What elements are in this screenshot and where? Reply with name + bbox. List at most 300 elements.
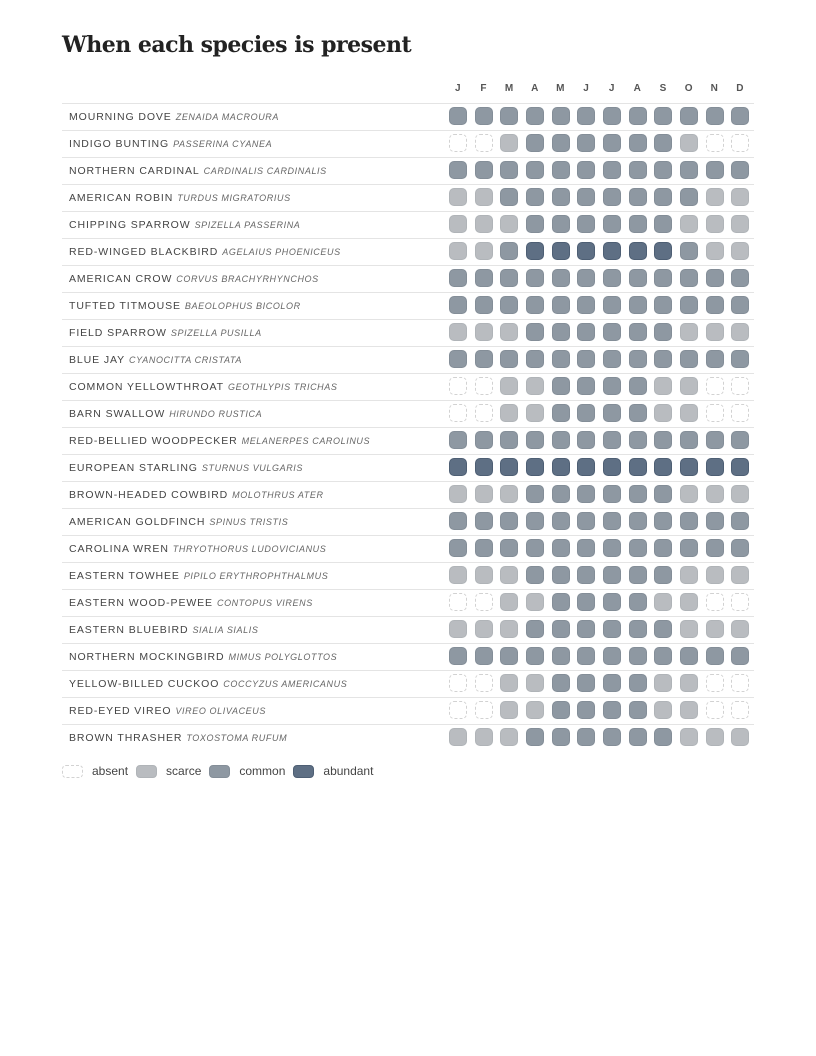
- presence-cell: [603, 539, 621, 557]
- presence-cell: [552, 647, 570, 665]
- presence-cell: [526, 377, 544, 395]
- species-label: [69, 725, 287, 751]
- presence-cell: [629, 458, 647, 476]
- presence-cell: [475, 404, 493, 422]
- presence-cell: [706, 377, 724, 395]
- presence-cell: [654, 431, 672, 449]
- presence-cell: [475, 728, 493, 746]
- presence-cell: [654, 647, 672, 665]
- presence-cell: [706, 296, 724, 314]
- presence-cell: [500, 512, 518, 530]
- species-label: [69, 671, 347, 697]
- species-scientific-name: CORVUS BRACHYRHYNCHOS: [176, 274, 319, 284]
- species-common-name: COMMON YELLOWTHROAT: [69, 381, 224, 393]
- presence-cell: [526, 350, 544, 368]
- presence-cell: [680, 701, 698, 719]
- presence-cell: [552, 485, 570, 503]
- presence-cell: [449, 458, 467, 476]
- species-scientific-name: STURNUS VULGARIS: [201, 463, 304, 473]
- species-common-name: BROWN-HEADED COWBIRD: [69, 489, 229, 501]
- presence-cell: [731, 107, 749, 125]
- presence-cell: [680, 107, 698, 125]
- presence-cell: [654, 485, 672, 503]
- species-common-name: RED-EYED VIREO: [69, 705, 172, 717]
- presence-cell: [680, 512, 698, 530]
- presence-cell: [603, 269, 621, 287]
- presence-cell: [552, 539, 570, 557]
- species-scientific-name: CARDINALIS CARDINALIS: [203, 166, 327, 176]
- presence-cell: [449, 674, 467, 692]
- presence-cell: [526, 593, 544, 611]
- presence-cell: [475, 620, 493, 638]
- presence-cell: [475, 377, 493, 395]
- month-label: D: [736, 83, 744, 94]
- presence-cell: [731, 296, 749, 314]
- species-common-name: AMERICAN GOLDFINCH: [69, 516, 206, 528]
- species-common-name: BLUE JAY: [69, 354, 126, 366]
- presence-cell: [577, 458, 595, 476]
- presence-cell: [629, 161, 647, 179]
- presence-cell: [526, 539, 544, 557]
- presence-cell: [526, 431, 544, 449]
- presence-cell: [654, 404, 672, 422]
- species-scientific-name: MOLOTHRUS ATER: [232, 490, 324, 500]
- presence-cell: [706, 458, 724, 476]
- presence-cell: [680, 242, 698, 260]
- presence-cell: [603, 134, 621, 152]
- presence-cell: [680, 431, 698, 449]
- presence-cell: [680, 539, 698, 557]
- species-row: [62, 562, 754, 589]
- presence-cell: [654, 134, 672, 152]
- presence-cell: [500, 161, 518, 179]
- presence-cell: [500, 431, 518, 449]
- presence-cell: [603, 458, 621, 476]
- presence-cell: [603, 323, 621, 341]
- presence-cell: [706, 620, 724, 638]
- presence-cell: [552, 350, 570, 368]
- presence-cell: [654, 296, 672, 314]
- presence-cell: [706, 242, 724, 260]
- presence-cell: [577, 728, 595, 746]
- presence-cell: [654, 539, 672, 557]
- presence-cell: [706, 674, 724, 692]
- presence-cell: [706, 107, 724, 125]
- presence-cell: [475, 242, 493, 260]
- presence-cell: [526, 701, 544, 719]
- species-common-name: EASTERN WOOD-PEWEE: [69, 597, 213, 609]
- species-row: [62, 211, 754, 238]
- presence-cell: [475, 593, 493, 611]
- presence-cell: [552, 242, 570, 260]
- species-scientific-name: TURDUS MIGRATORIUS: [177, 193, 291, 203]
- presence-cell: [629, 350, 647, 368]
- presence-cell: [500, 188, 518, 206]
- species-label: [69, 347, 242, 373]
- presence-cell: [731, 458, 749, 476]
- presence-cell: [654, 701, 672, 719]
- presence-cell: [500, 593, 518, 611]
- species-row: [62, 670, 754, 697]
- presence-cell: [526, 512, 544, 530]
- presence-cell: [577, 296, 595, 314]
- species-grid: [62, 103, 754, 751]
- presence-cell: [731, 404, 749, 422]
- presence-cell: [680, 647, 698, 665]
- species-scientific-name: MIMUS POLYGLOTTOS: [228, 652, 338, 662]
- presence-cell: [654, 215, 672, 233]
- presence-cell: [731, 161, 749, 179]
- presence-cell: [629, 134, 647, 152]
- presence-cell: [475, 674, 493, 692]
- presence-cell: [654, 269, 672, 287]
- presence-cell: [680, 296, 698, 314]
- month-label: F: [480, 83, 487, 94]
- species-row: [62, 427, 754, 454]
- presence-cell: [475, 485, 493, 503]
- species-row: [62, 319, 754, 346]
- month-label: J: [583, 83, 590, 94]
- species-scientific-name: ZENAIDA MACROURA: [175, 112, 279, 122]
- presence-cell: [706, 701, 724, 719]
- presence-cell: [577, 701, 595, 719]
- presence-cell: [603, 593, 621, 611]
- month-label: J: [608, 83, 615, 94]
- presence-cell: [475, 215, 493, 233]
- presence-cell: [680, 350, 698, 368]
- legend-swatch: [136, 765, 157, 778]
- species-common-name: NORTHERN MOCKINGBIRD: [69, 651, 225, 663]
- presence-cell: [680, 458, 698, 476]
- presence-cell: [603, 242, 621, 260]
- presence-cell: [629, 647, 647, 665]
- presence-cell: [629, 566, 647, 584]
- presence-cell: [654, 350, 672, 368]
- presence-cell: [475, 269, 493, 287]
- presence-cell: [654, 377, 672, 395]
- species-common-name: EUROPEAN STARLING: [69, 462, 198, 474]
- presence-cell: [500, 674, 518, 692]
- presence-cell: [500, 485, 518, 503]
- presence-cell: [449, 215, 467, 233]
- species-row: [62, 184, 754, 211]
- presence-cell: [500, 377, 518, 395]
- presence-cell: [680, 674, 698, 692]
- presence-cell: [731, 593, 749, 611]
- presence-cell: [552, 701, 570, 719]
- legend-item: [62, 764, 128, 778]
- presence-cell: [654, 161, 672, 179]
- presence-cell: [629, 242, 647, 260]
- presence-cell: [731, 188, 749, 206]
- species-scientific-name: PASSERINA CYANEA: [173, 139, 273, 149]
- presence-cell: [500, 350, 518, 368]
- presence-cell: [706, 323, 724, 341]
- presence-cell: [706, 188, 724, 206]
- presence-cell: [629, 512, 647, 530]
- species-scientific-name: PIPILO ERYTHROPHTHALMUS: [183, 571, 329, 581]
- presence-cell: [526, 269, 544, 287]
- presence-cell: [603, 620, 621, 638]
- presence-cell: [449, 701, 467, 719]
- species-scientific-name: HIRUNDO RUSTICA: [169, 409, 263, 419]
- month-label: O: [684, 83, 693, 94]
- species-row: [62, 265, 754, 292]
- presence-cell: [731, 215, 749, 233]
- species-label: [69, 698, 266, 724]
- presence-cell: [475, 566, 493, 584]
- presence-cell: [680, 161, 698, 179]
- presence-cell: [629, 431, 647, 449]
- species-common-name: YELLOW-BILLED CUCKOO: [69, 678, 220, 690]
- presence-cell: [526, 566, 544, 584]
- presence-cell: [731, 323, 749, 341]
- species-scientific-name: CYANOCITTA CRISTATA: [129, 355, 242, 365]
- presence-cell: [449, 161, 467, 179]
- presence-cell: [449, 593, 467, 611]
- presence-cell: [449, 512, 467, 530]
- presence-cell: [629, 674, 647, 692]
- legend-item: [293, 764, 373, 778]
- presence-cell: [552, 377, 570, 395]
- species-scientific-name: GEOTHLYPIS TRICHAS: [227, 382, 338, 392]
- presence-cell: [706, 161, 724, 179]
- species-scientific-name: AGELAIUS PHOENICEUS: [222, 247, 341, 257]
- species-scientific-name: SIALIA SIALIS: [192, 625, 259, 635]
- presence-cell: [603, 566, 621, 584]
- presence-cell: [731, 647, 749, 665]
- species-common-name: NORTHERN CARDINAL: [69, 165, 200, 177]
- month-label: N: [710, 83, 719, 94]
- presence-cell: [629, 323, 647, 341]
- presence-cell: [603, 728, 621, 746]
- presence-cell: [654, 728, 672, 746]
- species-row: [62, 724, 754, 751]
- presence-cell: [552, 728, 570, 746]
- presence-cell: [500, 728, 518, 746]
- legend-swatch: [209, 765, 230, 778]
- presence-cell: [629, 269, 647, 287]
- presence-cell: [577, 134, 595, 152]
- species-row: [62, 292, 754, 319]
- presence-cell: [577, 674, 595, 692]
- presence-cell: [680, 485, 698, 503]
- presence-cell: [706, 728, 724, 746]
- presence-cell: [500, 566, 518, 584]
- legend-label: absent: [92, 764, 129, 778]
- presence-cell: [603, 188, 621, 206]
- presence-cell: [475, 296, 493, 314]
- month-label: A: [531, 83, 539, 94]
- presence-cell: [500, 242, 518, 260]
- species-label: [69, 536, 326, 562]
- species-label: [69, 293, 301, 319]
- presence-cell: [500, 539, 518, 557]
- species-scientific-name: THRYOTHORUS LUDOVICIANUS: [172, 544, 327, 554]
- species-common-name: EASTERN TOWHEE: [69, 570, 180, 582]
- presence-cell: [731, 701, 749, 719]
- presence-cell: [706, 215, 724, 233]
- presence-cell: [577, 215, 595, 233]
- presence-cell: [526, 215, 544, 233]
- presence-cell: [526, 296, 544, 314]
- species-row: [62, 103, 754, 130]
- presence-cell: [449, 728, 467, 746]
- presence-cell: [731, 485, 749, 503]
- presence-cell: [629, 377, 647, 395]
- presence-cell: [552, 188, 570, 206]
- presence-cell: [629, 188, 647, 206]
- species-label: [69, 455, 303, 481]
- presence-cell: [449, 269, 467, 287]
- presence-cell: [449, 350, 467, 368]
- presence-cell: [577, 188, 595, 206]
- presence-cell: [706, 350, 724, 368]
- presence-cell: [680, 566, 698, 584]
- species-common-name: MOURNING DOVE: [69, 111, 172, 123]
- presence-cell: [680, 593, 698, 611]
- month-label: J: [454, 83, 462, 94]
- species-common-name: CHIPPING SPARROW: [69, 219, 191, 231]
- species-label: [69, 563, 328, 589]
- presence-cell: [500, 323, 518, 341]
- presence-cell: [731, 674, 749, 692]
- species-row: [62, 481, 754, 508]
- presence-cell: [449, 620, 467, 638]
- presence-cell: [603, 161, 621, 179]
- presence-cell: [706, 269, 724, 287]
- legend-label: scarce: [166, 764, 202, 778]
- species-label: [69, 428, 370, 454]
- species-label: [69, 212, 300, 238]
- presence-cell: [526, 107, 544, 125]
- presence-cell: [552, 107, 570, 125]
- presence-cell: [552, 431, 570, 449]
- presence-cell: [603, 485, 621, 503]
- species-label: [69, 185, 291, 211]
- presence-cell: [731, 431, 749, 449]
- presence-cell: [680, 134, 698, 152]
- species-label: [69, 158, 327, 184]
- presence-cell: [731, 269, 749, 287]
- presence-cell: [552, 296, 570, 314]
- presence-cell: [680, 215, 698, 233]
- presence-cell: [706, 134, 724, 152]
- species-row: [62, 157, 754, 184]
- presence-cell: [680, 188, 698, 206]
- presence-cell: [731, 377, 749, 395]
- species-scientific-name: SPIZELLA PASSERINA: [194, 220, 301, 230]
- presence-cell: [654, 107, 672, 125]
- presence-cell: [577, 485, 595, 503]
- species-scientific-name: CONTOPUS VIRENS: [216, 598, 313, 608]
- species-row: [62, 130, 754, 157]
- presence-cell: [449, 647, 467, 665]
- presence-cell: [654, 242, 672, 260]
- legend-swatch: [293, 765, 314, 778]
- presence-cell: [500, 134, 518, 152]
- species-row: [62, 508, 754, 535]
- legend-label: common: [239, 764, 286, 778]
- presence-cell: [526, 674, 544, 692]
- presence-cell: [449, 134, 467, 152]
- presence-cell: [500, 701, 518, 719]
- presence-cell: [654, 620, 672, 638]
- presence-cell: [603, 647, 621, 665]
- species-scientific-name: VIREO OLIVACEUS: [175, 706, 266, 716]
- month-label: A: [633, 83, 642, 94]
- species-scientific-name: BAEOLOPHUS BICOLOR: [184, 301, 301, 311]
- legend-swatch: [62, 765, 83, 778]
- presence-cell: [577, 107, 595, 125]
- presence-cell: [526, 134, 544, 152]
- species-common-name: RED-WINGED BLACKBIRD: [69, 246, 219, 258]
- presence-cell: [706, 566, 724, 584]
- presence-cell: [629, 296, 647, 314]
- presence-cell: [577, 242, 595, 260]
- presence-cell: [629, 485, 647, 503]
- presence-cell: [526, 485, 544, 503]
- species-label: [69, 509, 288, 535]
- presence-cell: [475, 701, 493, 719]
- presence-cell: [449, 404, 467, 422]
- presence-cell: [500, 620, 518, 638]
- presence-cell: [731, 539, 749, 557]
- legend-item: [136, 764, 201, 778]
- presence-cell: [654, 566, 672, 584]
- presence-cell: [500, 269, 518, 287]
- species-label: [69, 266, 319, 292]
- species-label: [69, 131, 272, 157]
- species-common-name: AMERICAN CROW: [69, 273, 173, 285]
- presence-cell: [603, 350, 621, 368]
- presence-cell: [577, 161, 595, 179]
- species-row: [62, 697, 754, 724]
- presence-cell: [552, 674, 570, 692]
- presence-cell: [449, 539, 467, 557]
- presence-cell: [526, 188, 544, 206]
- presence-cell: [731, 350, 749, 368]
- presence-cell: [577, 620, 595, 638]
- presence-cell: [475, 539, 493, 557]
- presence-cell: [680, 377, 698, 395]
- presence-cell: [731, 620, 749, 638]
- species-label: [69, 104, 279, 130]
- presence-cell: [449, 485, 467, 503]
- species-scientific-name: SPIZELLA PUSILLA: [170, 328, 262, 338]
- presence-cell: [577, 269, 595, 287]
- presence-cell: [500, 107, 518, 125]
- presence-cell: [603, 215, 621, 233]
- presence-cell: [500, 215, 518, 233]
- species-common-name: FIELD SPARROW: [69, 327, 167, 339]
- presence-cell: [475, 458, 493, 476]
- species-label: [69, 590, 313, 616]
- species-row: [62, 373, 754, 400]
- presence-cell: [475, 512, 493, 530]
- legend-label: abundant: [323, 764, 374, 778]
- presence-cell: [629, 728, 647, 746]
- presence-cell: [577, 512, 595, 530]
- presence-cell: [654, 188, 672, 206]
- species-scientific-name: MELANERPES CAROLINUS: [241, 436, 371, 446]
- month-label: M: [504, 83, 514, 94]
- presence-cell: [654, 323, 672, 341]
- species-scientific-name: TOXOSTOMA RUFUM: [186, 733, 288, 743]
- presence-cell: [603, 404, 621, 422]
- presence-cell: [731, 566, 749, 584]
- presence-cell: [449, 107, 467, 125]
